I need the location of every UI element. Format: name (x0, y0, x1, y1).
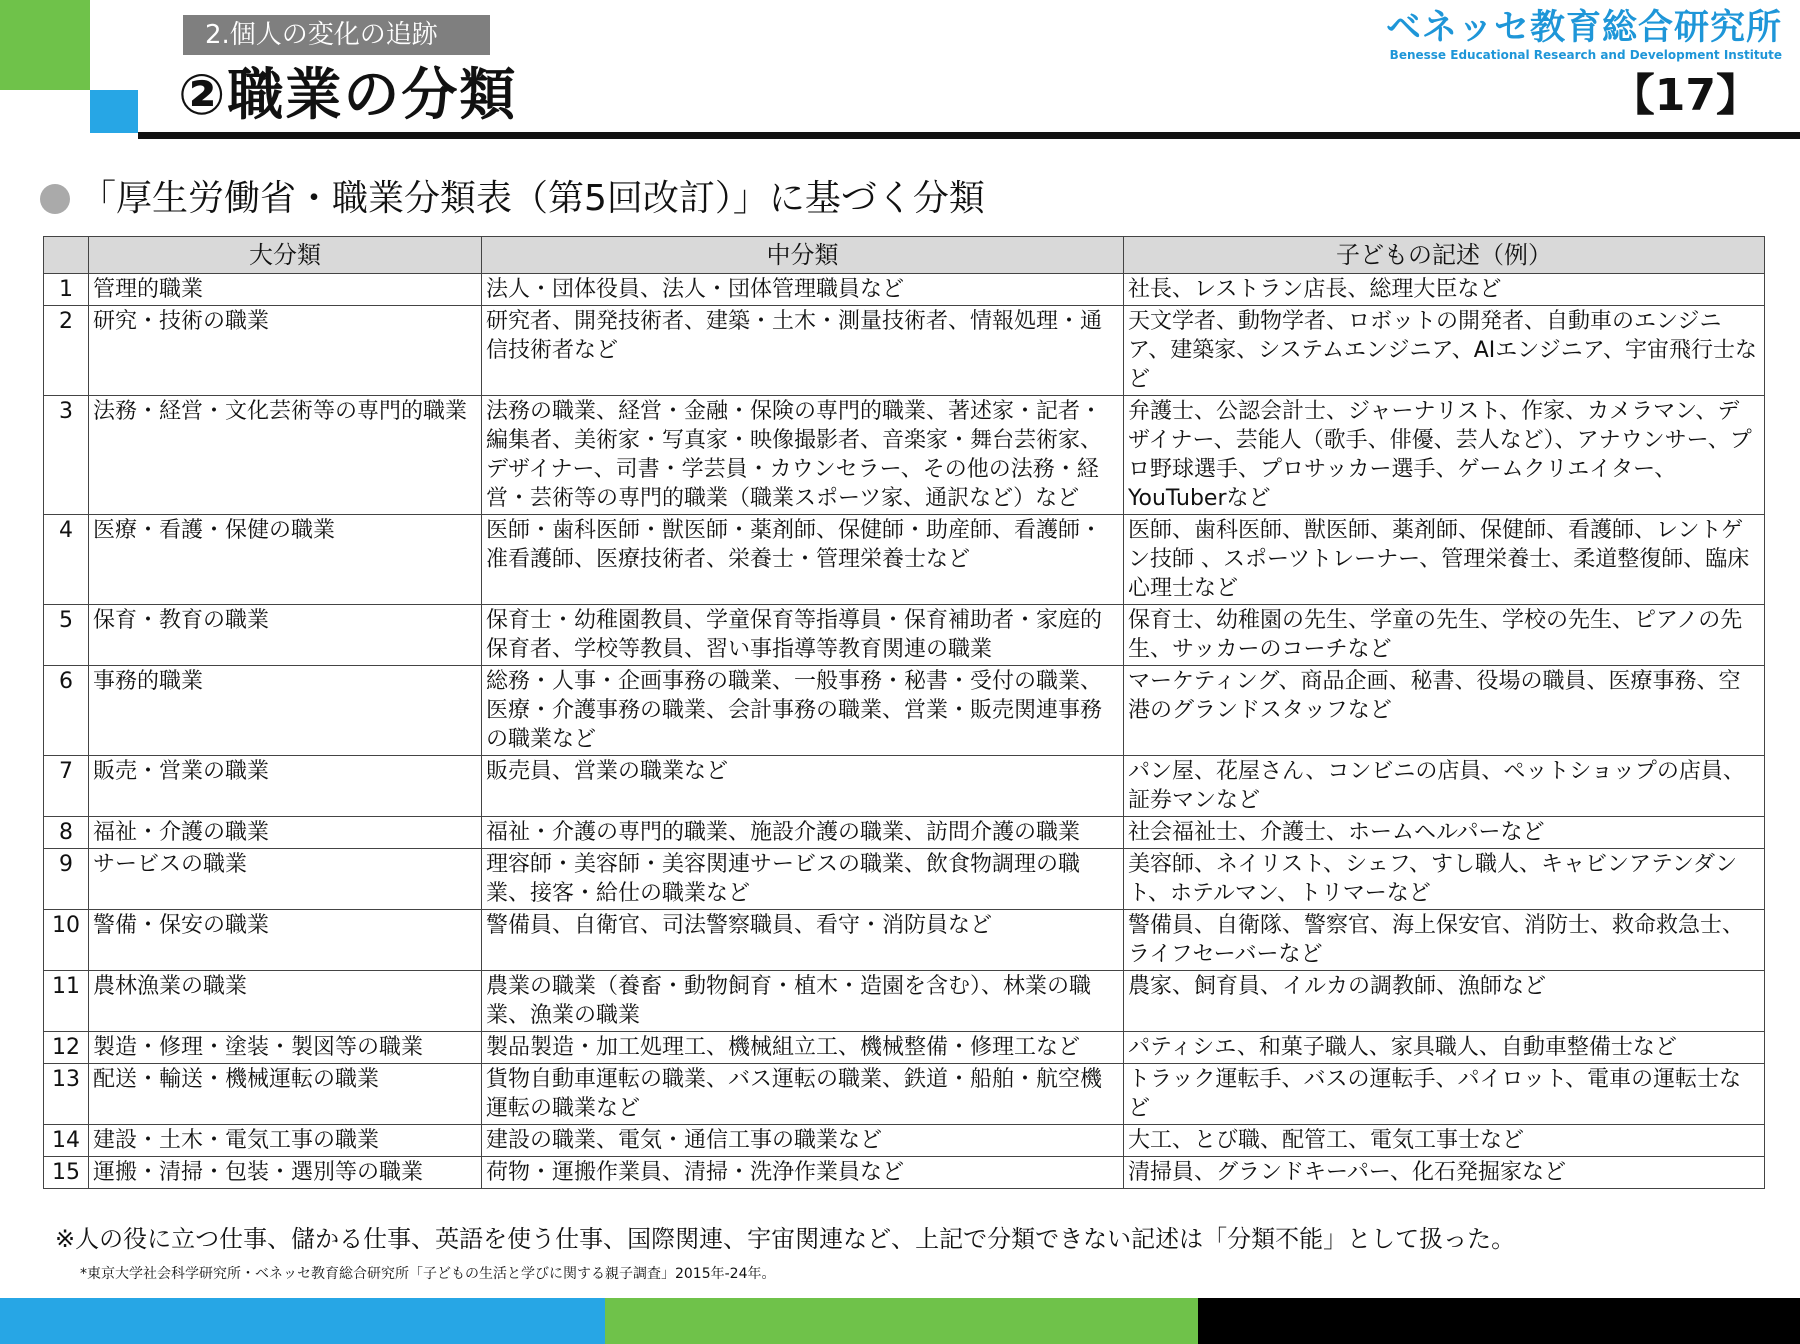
child-example-cell: マーケティング、商品企画、秘書、役場の職員、医療事務、空港のグランドスタッフなど (1124, 666, 1765, 756)
major-category-cell: 製造・修理・塗装・製図等の職業 (89, 1032, 482, 1064)
table-row (44, 910, 1765, 971)
child-example-cell: パティシエ、和菓子職人、家具職人、自動車整備士など (1124, 1032, 1765, 1064)
table-row (44, 605, 1765, 666)
table-row (44, 396, 1765, 515)
middle-category-cell: 警備員、自衛官、司法警察職員、看守・消防員など (482, 910, 1124, 971)
child-example-cell: 美容師、ネイリスト、シェフ、すし職人、キャビンアテンダント、ホテルマン、トリマーなど (1124, 849, 1765, 910)
table-row (44, 515, 1765, 605)
middle-category-cell: 保育士・幼稚園教員、学童保育等指導員・保育補助者・家庭的保育者、学校等教員、習い事指導等教育関連の職業 (482, 605, 1124, 666)
footer-bar (0, 1298, 1800, 1344)
row-number: 7 (44, 756, 89, 817)
major-category-cell: 建設・土木・電気工事の職業 (89, 1125, 482, 1157)
footer-green-segment (605, 1298, 1198, 1344)
middle-category-cell: 荷物・運搬作業員、清掃・洗浄作業員など (482, 1157, 1124, 1189)
table-row (44, 1157, 1765, 1189)
child-example-cell: 保育士、幼稚園の先生、学童の先生、学校の先生、ピアノの先生、サッカーのコーチなど (1124, 605, 1765, 666)
middle-category-cell: 福祉・介護の専門的職業、施設介護の職業、訪問介護の職業 (482, 817, 1124, 849)
brand-logo (1386, 8, 1782, 62)
row-number: 5 (44, 605, 89, 666)
child-example-cell: 医師、歯科医師、獣医師、薬剤師、保健師、看護師、レントゲン技師 、スポーツトレーナー、管理栄養士、柔道整復師、臨床心理士など (1124, 515, 1765, 605)
header-number (44, 237, 89, 274)
page-number: 【17】 (1610, 70, 1760, 121)
table-row (44, 849, 1765, 910)
table-row (44, 756, 1765, 817)
blue-corner-block (90, 90, 138, 133)
footer-black-segment (1198, 1298, 1800, 1344)
major-category-cell: 法務・経営・文化芸術等の専門的職業 (89, 396, 482, 515)
table-row (44, 666, 1765, 756)
major-category-cell: 事務的職業 (89, 666, 482, 756)
table-header-row (44, 237, 1765, 274)
child-example-cell: 弁護士、公認会計士、ジャーナリスト、作家、カメラマン、デザイナー、芸能人（歌手、俳優、芸人など）、アナウンサー、プロ野球選手、プロサッカー選手、ゲームクリエイター、YouTuberなど (1124, 396, 1765, 515)
row-number: 2 (44, 306, 89, 396)
major-category-cell: 農林漁業の職業 (89, 971, 482, 1032)
middle-category-cell: 販売員、営業の職業など (482, 756, 1124, 817)
subheading-text: 「厚生労働省・職業分類表（第5回改訂）」に基づく分類 (80, 178, 985, 219)
occupation-table (43, 236, 1765, 1189)
row-number: 8 (44, 817, 89, 849)
table-row (44, 817, 1765, 849)
green-corner-block (0, 0, 90, 90)
major-category-cell: 医療・看護・保健の職業 (89, 515, 482, 605)
row-number: 4 (44, 515, 89, 605)
row-number: 1 (44, 274, 89, 306)
child-example-cell: 清掃員、グランドキーパー、化石発掘家など (1124, 1157, 1765, 1189)
middle-category-cell: 医師・歯科医師・獣医師・薬剤師、保健師・助産師、看護師・准看護師、医療技術者、栄養士・管理栄養士など (482, 515, 1124, 605)
middle-category-cell: 研究者、開発技術者、建築・土木・測量技術者、情報処理・通信技術者など (482, 306, 1124, 396)
footnote: ※人の役に立つ仕事、儲かる仕事、英語を使う仕事、国際関連、宇宙関連など、上記で分類できない記述は「分類不能」として扱った。 (55, 1225, 1516, 1253)
middle-category-cell: 理容師・美容師・美容関連サービスの職業、飲食物調理の職業、接客・給仕の職業など (482, 849, 1124, 910)
row-number: 11 (44, 971, 89, 1032)
major-category-cell: 保育・教育の職業 (89, 605, 482, 666)
row-number: 9 (44, 849, 89, 910)
child-example-cell: パン屋、花屋さん、コンビニの店員、ペットショップの店員、証券マンなど (1124, 756, 1765, 817)
middle-category-cell: 貨物自動車運転の職業、バス運転の職業、鉄道・船舶・航空機運転の職業など (482, 1064, 1124, 1125)
middle-category-cell: 法人・団体役員、法人・団体管理職員など (482, 274, 1124, 306)
brand-name-ja: ベネッセ教育総合研究所 (1385, 8, 1782, 48)
major-category-cell: 運搬・清掃・包装・選別等の職業 (89, 1157, 482, 1189)
child-example-cell: 大工、とび職、配管工、電気工事士など (1124, 1125, 1765, 1157)
child-example-cell: 天文学者、動物学者、ロボットの開発者、自動車のエンジニア、建築家、システムエンジニア、AIエンジニア、宇宙飛行士など (1124, 306, 1765, 396)
bullet-icon (40, 184, 70, 214)
table-row (44, 971, 1765, 1032)
row-number: 12 (44, 1032, 89, 1064)
table-row (44, 274, 1765, 306)
source-note: *東京大学社会科学研究所・ベネッセ教育総合研究所「子どもの生活と学びに関する親子調査」2015年-24年。 (80, 1266, 776, 1282)
table-row (44, 1125, 1765, 1157)
child-example-cell: トラック運転手、バスの運転手、パイロット、電車の運転士など (1124, 1064, 1765, 1125)
brand-name-en: Benesse Educational Research and Development Institute (1389, 48, 1782, 62)
page-title: ②職業の分類 (178, 63, 518, 128)
child-example-cell: 警備員、自衛隊、警察官、海上保安官、消防士、救命救急士、ライフセーバーなど (1124, 910, 1765, 971)
footer-blue-segment (0, 1298, 605, 1344)
middle-category-cell: 建設の職業、電気・通信工事の職業など (482, 1125, 1124, 1157)
row-number: 15 (44, 1157, 89, 1189)
middle-category-cell: 農業の職業（養畜・動物飼育・植木・造園を含む）、林業の職業、漁業の職業 (482, 971, 1124, 1032)
section-label: 2.個人の変化の追跡 (183, 15, 490, 55)
subheading (40, 175, 985, 223)
header-middle-category: 中分類 (482, 237, 1124, 274)
middle-category-cell: 総務・人事・企画事務の職業、一般事務・秘書・受付の職業、医療・介護事務の職業、会計事務の職業、営業・販売関連事務の職業など (482, 666, 1124, 756)
table-row (44, 306, 1765, 396)
major-category-cell: 管理的職業 (89, 274, 482, 306)
middle-category-cell: 製品製造・加工処理工、機械組立工、機械整備・修理工など (482, 1032, 1124, 1064)
row-number: 14 (44, 1125, 89, 1157)
major-category-cell: 研究・技術の職業 (89, 306, 482, 396)
row-number: 3 (44, 396, 89, 515)
row-number: 6 (44, 666, 89, 756)
row-number: 10 (44, 910, 89, 971)
table-row (44, 1064, 1765, 1125)
major-category-cell: 福祉・介護の職業 (89, 817, 482, 849)
title-underline (138, 132, 1800, 139)
header-major-category: 大分類 (89, 237, 482, 274)
table-row (44, 1032, 1765, 1064)
middle-category-cell: 法務の職業、経営・金融・保険の専門的職業、著述家・記者・編集者、美術家・写真家・映像撮影者、音楽家・舞台芸術家、デザイナー、司書・学芸員・カウンセラー、その他の法務・経営・芸術等の専門的職業（職業スポーツ家、通訳など）など (482, 396, 1124, 515)
row-number: 13 (44, 1064, 89, 1125)
child-example-cell: 農家、飼育員、イルカの調教師、漁師など (1124, 971, 1765, 1032)
child-example-cell: 社会福祉士、介護士、ホームヘルパーなど (1124, 817, 1765, 849)
child-example-cell: 社長、レストラン店長、総理大臣など (1124, 274, 1765, 306)
major-category-cell: 警備・保安の職業 (89, 910, 482, 971)
major-category-cell: 配送・輸送・機械運転の職業 (89, 1064, 482, 1125)
major-category-cell: 販売・営業の職業 (89, 756, 482, 817)
header-child-examples: 子どもの記述（例） (1124, 237, 1765, 274)
major-category-cell: サービスの職業 (89, 849, 482, 910)
